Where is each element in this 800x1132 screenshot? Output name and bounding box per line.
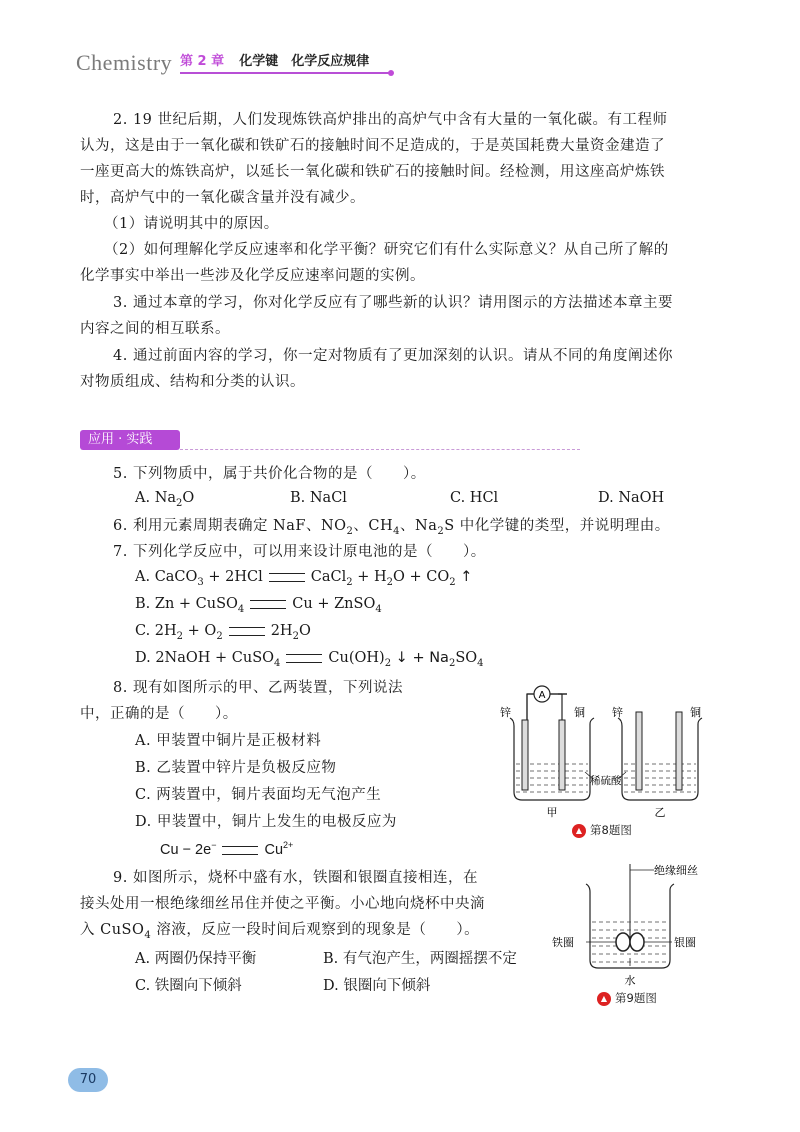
q9-line3: 入 CuSO$_4$ 溶液，反应一段时间后观察到的现象是（ ）。 bbox=[80, 922, 480, 941]
q4-line1: 4. 通过前面内容的学习，你一定对物质有了更加深刻的认识。请从不同的角度阐述你 bbox=[113, 348, 673, 364]
label-jia: 甲 bbox=[546, 806, 558, 819]
equals-sign bbox=[229, 627, 265, 636]
iron-label: 铁圈 bbox=[552, 936, 574, 949]
figure-8-caption: ▲ 第8题图 bbox=[572, 822, 632, 838]
q2-sub2-line1: （2）如何理解化学反应速率和化学平衡？研究它们有什么实际意义？从自己所了解的 bbox=[104, 242, 669, 258]
copper-label-yi: 铜 bbox=[690, 706, 701, 719]
q2-sub1: （1）请说明其中的原因。 bbox=[104, 216, 279, 232]
section-tab: 应用 · 实践 bbox=[80, 430, 180, 450]
q8-equation: Cu − 2e− $Cu^{2+}$ bbox=[160, 840, 294, 858]
chapter-header bbox=[180, 50, 390, 74]
label-yi: 乙 bbox=[654, 806, 666, 819]
q9-option-b: B. 有气泡产生，两圈摇摆不定 bbox=[323, 951, 517, 967]
q5-option-a: A. $Na_2O$ bbox=[135, 490, 195, 509]
q3-line1: 3. 通过本章的学习，你对化学反应有了哪些新的认识？请用图示的方法描述本章主要 bbox=[113, 295, 673, 311]
equals-sign bbox=[269, 573, 305, 582]
zinc-plate-jia bbox=[522, 720, 528, 790]
q5-option-c: C. HCl bbox=[450, 490, 499, 506]
q8-option-c: C. 两装置中，铜片表面均无气泡产生 bbox=[135, 787, 382, 803]
copper-label-jia: 铜 bbox=[574, 706, 585, 719]
q9-line1: 9. 如图所示，烧杯中盛有水，铁圈和银圈直接相连，在 bbox=[113, 870, 478, 886]
chapter-number: 第 2 章 bbox=[180, 54, 225, 69]
equals-sign bbox=[250, 600, 286, 609]
q2-sub2-line2: 化学事实中举出一些涉及化学反应速率问题的实例。 bbox=[80, 268, 425, 284]
q8-option-d: D. 甲装置中，铜片上发生的电极反应为 bbox=[135, 814, 397, 830]
acid-label: 稀硫酸 bbox=[590, 775, 622, 787]
zinc-label-jia: 锌 bbox=[500, 706, 511, 719]
q2-line2: 认为，这是由于一氧化碳和铁矿石的接触时间不足造成的，于是英国耗费大量资金建造了 bbox=[80, 138, 665, 154]
q2-line1: 2. 19 世纪后期，人们发现炼铁高炉排出的高炉气中含有大量的一氧化碳。有工程师 bbox=[113, 112, 668, 128]
q9-option-a: A. 两圈仍保持平衡 bbox=[135, 951, 257, 967]
figure-caption-icon: ▲ bbox=[597, 992, 611, 1006]
zinc-label-yi: 锌 bbox=[612, 706, 623, 719]
figure-9-diagram bbox=[546, 860, 716, 990]
q2-line3: 一座更高大的炼铁高炉，以延长一氧化碳和铁矿石的接触时间。经检测，用这座高炉炼铁 bbox=[80, 164, 665, 180]
header-dot bbox=[388, 70, 394, 76]
chapter-title: 化学键 化学反应规律 bbox=[239, 54, 370, 69]
copper-plate-yi bbox=[676, 712, 682, 790]
q9-option-c: C. 铁圈向下倾斜 bbox=[135, 978, 242, 994]
q8-line1: 8. 现有如图所示的甲、乙两装置，下列说法 bbox=[113, 680, 403, 696]
q5-stem: 5. 下列物质中，属于共价化合物的是（ ）。 bbox=[113, 466, 426, 482]
q7-option-b: B. Zn + CuSO$_4$ Cu + ZnSO$_4$ bbox=[135, 596, 382, 615]
figure-9-caption: ▲ 第9题图 bbox=[597, 990, 657, 1006]
page-number: 70 bbox=[68, 1068, 108, 1092]
figure-caption-icon: ▲ bbox=[572, 824, 586, 838]
q7-option-a: A. CaCO$_3$ + 2HCl CaCl$_2$ + $H_2O + CO_2$ ↑ bbox=[135, 569, 473, 588]
water-label: 水 bbox=[624, 974, 636, 987]
silver-label: 银圈 bbox=[674, 936, 696, 949]
silver-ring bbox=[630, 933, 644, 951]
copper-plate-jia bbox=[559, 720, 565, 790]
q5-option-b: B. NaCl bbox=[290, 490, 347, 506]
equals-sign bbox=[286, 654, 322, 663]
q9-line2: 接头处用一根绝缘细丝吊住并使之平衡。小心地向烧杯中央滴 bbox=[80, 896, 485, 912]
q3-line2: 内容之间的相互联系。 bbox=[80, 321, 230, 337]
ammeter-label: A bbox=[538, 690, 546, 701]
header-brand: Chemistry bbox=[76, 50, 173, 75]
q4-line2: 对物质组成、结构和分类的认识。 bbox=[80, 374, 305, 390]
q7-stem: 7. 下列化学反应中，可以用来设计原电池的是（ ）。 bbox=[113, 544, 486, 560]
q8-option-b: B. 乙装置中锌片是负极反应物 bbox=[135, 760, 337, 776]
equals-sign bbox=[222, 846, 258, 855]
q7-option-d: D. 2NaOH + CuSO$_4$ $Cu(OH)_2$ ↓ + $Na_2SO_4$ bbox=[135, 650, 484, 669]
q8-line2: 中，正确的是（ ）。 bbox=[80, 706, 238, 722]
q7-option-c: C. $2H_2 + O_2$ $2H_2O$ bbox=[135, 623, 311, 642]
wire-label: 绝缘细丝 bbox=[654, 864, 698, 877]
iron-ring bbox=[616, 933, 630, 951]
q2-line4: 时，高炉气中的一氧化碳含量并没有减少。 bbox=[80, 190, 365, 206]
q5-option-d: D. NaOH bbox=[598, 490, 665, 506]
beaker-yi bbox=[618, 718, 702, 800]
q9-option-d: D. 银圈向下倾斜 bbox=[323, 978, 431, 994]
section-divider bbox=[180, 449, 580, 451]
q6-stem: 6. 利用元素周期表确定 NaF、$NO_2$、$CH_4$、$Na_2S$ 中化学键的类型，并说明理由。 bbox=[113, 518, 670, 537]
q8-option-a: A. 甲装置中铜片是正极材料 bbox=[135, 733, 322, 749]
zinc-plate-yi bbox=[636, 712, 642, 790]
